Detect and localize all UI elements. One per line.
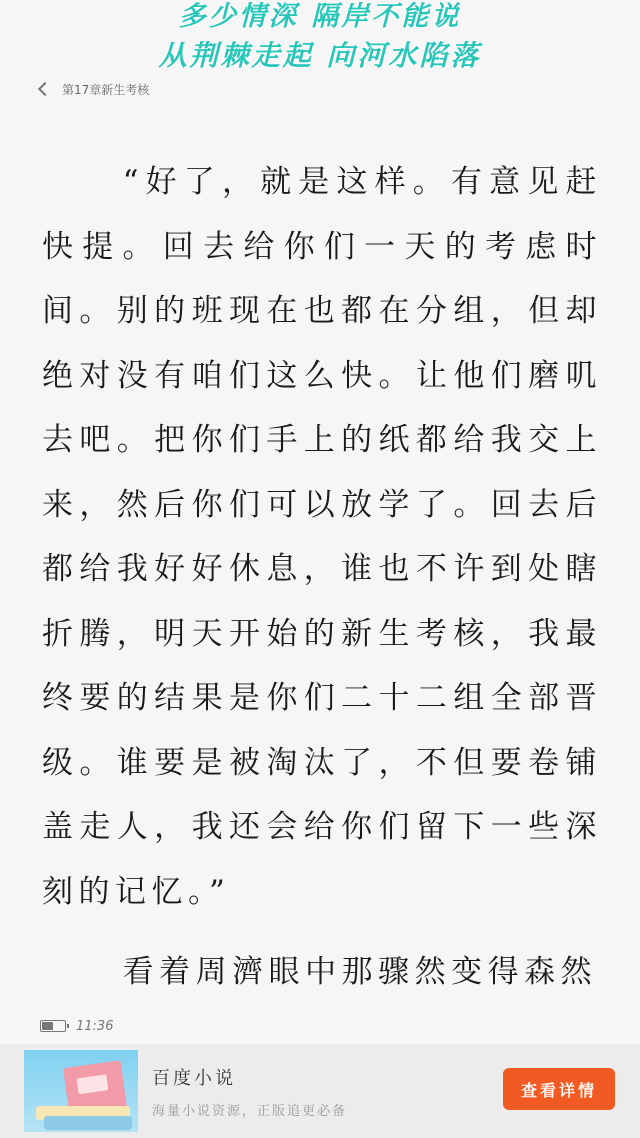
- book-stack-icon: [44, 1116, 132, 1130]
- view-details-button[interactable]: 查看详情: [503, 1068, 615, 1110]
- chapter-header[interactable]: [36, 78, 149, 100]
- overlay-caption-line-1: 多少情深 隔岸不能说: [178, 1, 462, 32]
- promo-description: 海量小说资源，正版追更必备: [152, 1104, 348, 1119]
- paragraph: 看着周濟眼中那骤然变得森然: [122, 954, 598, 990]
- reading-content[interactable]: [42, 150, 602, 1005]
- paragraph: “好了，就是这样。有意见赶快提。回去给你们一天的考虑时间。别的班现在也都在分组，但却绝对没有咱们这么快。让他们磨叽去吧。把你们手上的纸都给我交上来，然后你们可以放学了。回去后都给我好好休息，谁也不许到处瞎折腾，明天开始的新生考核，我最终要的结果是你们二十二组全部晋级。谁要是被淘汰了，不但要卷铺盖走人，我还会给你们留下一些深刻的记忆。”: [42, 164, 602, 910]
- reader-status-bar: [40, 1016, 113, 1036]
- battery-level-fill: [42, 1022, 53, 1030]
- app-promo-banner[interactable]: [0, 1044, 640, 1138]
- promo-app-name: 百度小说: [152, 1068, 236, 1089]
- books-illustration: [24, 1050, 138, 1132]
- status-time: 11:36: [76, 1018, 114, 1034]
- chapter-title: 第17章新生考核: [62, 82, 150, 97]
- battery-icon: [40, 1020, 66, 1032]
- overlay-caption-line-2: 从荆棘走起 向河水陷落: [158, 39, 482, 72]
- back-chevron-icon[interactable]: [38, 82, 52, 96]
